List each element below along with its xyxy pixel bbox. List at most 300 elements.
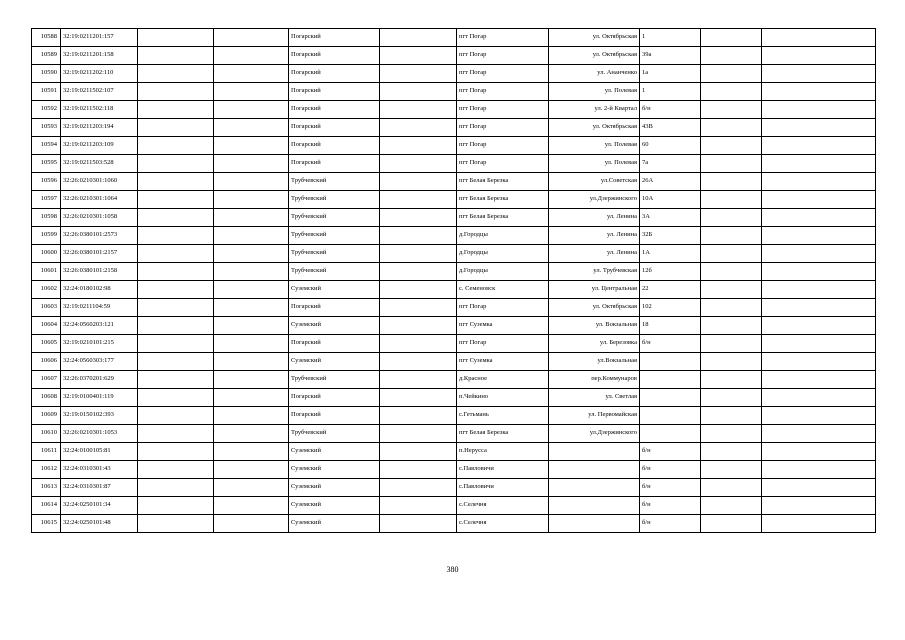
district-cell: Погарский — [289, 101, 380, 119]
row-number-cell: 10589 — [32, 47, 61, 65]
empty-cell — [138, 407, 214, 425]
house-number-cell: 22 — [640, 281, 701, 299]
settlement-cell: с.Селечня — [457, 515, 549, 533]
house-number-cell: 26А — [640, 173, 701, 191]
table-row — [32, 101, 876, 119]
empty-cell — [138, 371, 214, 389]
row-number-cell: 10605 — [32, 335, 61, 353]
empty-cell — [762, 515, 876, 533]
house-number-cell — [640, 371, 701, 389]
empty-cell — [762, 155, 876, 173]
district-cell: Трубчевский — [289, 173, 380, 191]
cadastral-number-cell: 32:24:0180102:98 — [61, 281, 138, 299]
row-number-cell: 10610 — [32, 425, 61, 443]
street-cell: ул.Вокзальная — [549, 353, 640, 371]
street-cell: ул. Ленина — [549, 245, 640, 263]
district-cell: Погарский — [289, 335, 380, 353]
empty-cell — [380, 101, 457, 119]
empty-cell — [701, 83, 762, 101]
district-cell: Погарский — [289, 155, 380, 173]
empty-cell — [138, 299, 214, 317]
district-cell: Трубчевский — [289, 263, 380, 281]
table-row — [32, 335, 876, 353]
house-number-cell: 32Б — [640, 227, 701, 245]
row-number-cell: 10614 — [32, 497, 61, 515]
empty-cell — [380, 281, 457, 299]
empty-cell — [762, 389, 876, 407]
cadastral-number-cell: 32:24:0100105:81 — [61, 443, 138, 461]
row-number-cell: 10606 — [32, 353, 61, 371]
row-number-cell: 10597 — [32, 191, 61, 209]
street-cell: ул. Октябрьская — [549, 299, 640, 317]
empty-cell — [701, 407, 762, 425]
empty-cell — [701, 443, 762, 461]
empty-cell — [762, 227, 876, 245]
house-number-cell — [640, 389, 701, 407]
street-cell: ул. Центральная — [549, 281, 640, 299]
cadastral-number-cell: 32:24:0560203:121 — [61, 317, 138, 335]
empty-cell — [138, 461, 214, 479]
row-number-cell: 10591 — [32, 83, 61, 101]
empty-cell — [214, 245, 289, 263]
cadastral-number-cell: 32:26:0210301:1058 — [61, 209, 138, 227]
table-row — [32, 389, 876, 407]
settlement-cell: д.Городцы — [457, 245, 549, 263]
row-number-cell: 10599 — [32, 227, 61, 245]
settlement-cell: с.Селечня — [457, 497, 549, 515]
empty-cell — [138, 173, 214, 191]
empty-cell — [701, 299, 762, 317]
empty-cell — [380, 515, 457, 533]
empty-cell — [762, 119, 876, 137]
row-number-cell: 10595 — [32, 155, 61, 173]
table-row — [32, 47, 876, 65]
table-row — [32, 209, 876, 227]
settlement-cell: с.Павловичи — [457, 479, 549, 497]
cadastral-number-cell: 32:26:0210301:1060 — [61, 173, 138, 191]
table-row — [32, 137, 876, 155]
empty-cell — [701, 47, 762, 65]
empty-cell — [380, 479, 457, 497]
house-number-cell: 3А — [640, 209, 701, 227]
district-cell: Суземский — [289, 317, 380, 335]
settlement-cell: п.Нерусса — [457, 443, 549, 461]
table-row — [32, 227, 876, 245]
row-number-cell: 10604 — [32, 317, 61, 335]
empty-cell — [214, 173, 289, 191]
empty-cell — [701, 497, 762, 515]
table-row — [32, 515, 876, 533]
district-cell: Трубчевский — [289, 425, 380, 443]
cadastral-number-cell: 32:19:0211104:59 — [61, 299, 138, 317]
table-row — [32, 155, 876, 173]
empty-cell — [214, 353, 289, 371]
empty-cell — [701, 173, 762, 191]
cadastral-number-cell: 32:26:0380101:2158 — [61, 263, 138, 281]
empty-cell — [138, 29, 214, 47]
empty-cell — [701, 65, 762, 83]
cadastral-number-cell: 32:24:0310301:87 — [61, 479, 138, 497]
empty-cell — [701, 425, 762, 443]
settlement-cell: д.Красное — [457, 371, 549, 389]
row-number-cell: 10609 — [32, 407, 61, 425]
empty-cell — [762, 65, 876, 83]
empty-cell — [138, 83, 214, 101]
empty-cell — [701, 353, 762, 371]
street-cell: ул. Октябрьская — [549, 29, 640, 47]
house-number-cell — [640, 353, 701, 371]
house-number-cell: б/н — [640, 443, 701, 461]
house-number-cell: 10А — [640, 191, 701, 209]
street-cell: ул.Дзержинского — [549, 425, 640, 443]
row-number-cell: 10603 — [32, 299, 61, 317]
empty-cell — [214, 119, 289, 137]
empty-cell — [762, 281, 876, 299]
cadastral-number-cell: 32:19:0100401:119 — [61, 389, 138, 407]
house-number-cell: б/н — [640, 461, 701, 479]
settlement-cell: пгт Погар — [457, 119, 549, 137]
cadastral-number-cell: 32:19:0211201:158 — [61, 47, 138, 65]
settlement-cell: пгт Белая Березка — [457, 191, 549, 209]
settlement-cell: пгт Погар — [457, 137, 549, 155]
empty-cell — [701, 281, 762, 299]
row-number-cell: 10600 — [32, 245, 61, 263]
empty-cell — [701, 263, 762, 281]
table-row — [32, 119, 876, 137]
empty-cell — [214, 371, 289, 389]
empty-cell — [214, 47, 289, 65]
empty-cell — [762, 443, 876, 461]
district-cell: Погарский — [289, 137, 380, 155]
empty-cell — [701, 479, 762, 497]
district-cell: Трубчевский — [289, 371, 380, 389]
row-number-cell: 10611 — [32, 443, 61, 461]
empty-cell — [380, 497, 457, 515]
settlement-cell: пгт Погар — [457, 29, 549, 47]
empty-cell — [138, 119, 214, 137]
empty-cell — [762, 353, 876, 371]
district-cell: Погарский — [289, 29, 380, 47]
settlement-cell: пгт Погар — [457, 335, 549, 353]
empty-cell — [214, 137, 289, 155]
district-cell: Суземский — [289, 479, 380, 497]
empty-cell — [138, 245, 214, 263]
settlement-cell: пгт Суземка — [457, 353, 549, 371]
row-number-cell: 10602 — [32, 281, 61, 299]
empty-cell — [214, 389, 289, 407]
empty-cell — [138, 227, 214, 245]
street-cell: ул. Полевая — [549, 83, 640, 101]
empty-cell — [138, 317, 214, 335]
empty-cell — [701, 155, 762, 173]
table-row — [32, 425, 876, 443]
empty-cell — [380, 353, 457, 371]
table-row — [32, 461, 876, 479]
empty-cell — [701, 29, 762, 47]
settlement-cell: с.Павловичи — [457, 461, 549, 479]
empty-cell — [380, 173, 457, 191]
empty-cell — [701, 209, 762, 227]
street-cell: ул. Ленина — [549, 227, 640, 245]
empty-cell — [701, 317, 762, 335]
house-number-cell: 1А — [640, 245, 701, 263]
empty-cell — [380, 47, 457, 65]
row-number-cell: 10592 — [32, 101, 61, 119]
settlement-cell: пгт Погар — [457, 299, 549, 317]
empty-cell — [380, 263, 457, 281]
district-cell: Погарский — [289, 389, 380, 407]
street-cell — [549, 443, 640, 461]
empty-cell — [380, 407, 457, 425]
district-cell: Погарский — [289, 407, 380, 425]
street-cell — [549, 461, 640, 479]
empty-cell — [138, 515, 214, 533]
settlement-cell: пгт Погар — [457, 83, 549, 101]
empty-cell — [380, 227, 457, 245]
street-cell: ул. Березовка — [549, 335, 640, 353]
table-row — [32, 299, 876, 317]
cadastral-number-cell: 32:19:0211202:110 — [61, 65, 138, 83]
district-cell: Трубчевский — [289, 227, 380, 245]
empty-cell — [214, 101, 289, 119]
table-row — [32, 479, 876, 497]
street-cell: ул. Полевая — [549, 137, 640, 155]
empty-cell — [214, 299, 289, 317]
cadastral-number-cell: 32:19:0211201:157 — [61, 29, 138, 47]
street-cell: ул. Октябрьская — [549, 119, 640, 137]
empty-cell — [762, 29, 876, 47]
street-cell: ул. Октябрьская — [549, 47, 640, 65]
house-number-cell: 18 — [640, 317, 701, 335]
empty-cell — [214, 29, 289, 47]
empty-cell — [380, 389, 457, 407]
empty-cell — [138, 389, 214, 407]
settlement-cell: пгт Погар — [457, 155, 549, 173]
empty-cell — [701, 461, 762, 479]
settlement-cell: с.Гетьмань — [457, 407, 549, 425]
empty-cell — [701, 101, 762, 119]
settlement-cell: д.Городцы — [457, 227, 549, 245]
empty-cell — [380, 245, 457, 263]
table-row — [32, 65, 876, 83]
street-cell: ул. 2-й Квартал — [549, 101, 640, 119]
cadastral-number-cell: 32:26:0380101:2573 — [61, 227, 138, 245]
row-number-cell: 10588 — [32, 29, 61, 47]
street-cell — [549, 515, 640, 533]
empty-cell — [380, 137, 457, 155]
district-cell: Погарский — [289, 83, 380, 101]
street-cell: ул. Полевая — [549, 155, 640, 173]
empty-cell — [762, 191, 876, 209]
empty-cell — [701, 191, 762, 209]
row-number-cell: 10590 — [32, 65, 61, 83]
empty-cell — [380, 191, 457, 209]
empty-cell — [380, 461, 457, 479]
row-number-cell: 10598 — [32, 209, 61, 227]
table-row — [32, 497, 876, 515]
district-cell: Погарский — [289, 119, 380, 137]
settlement-cell: д.Городцы — [457, 263, 549, 281]
empty-cell — [762, 335, 876, 353]
empty-cell — [138, 353, 214, 371]
empty-cell — [762, 461, 876, 479]
table-row — [32, 173, 876, 191]
cadastral-number-cell: 32:19:0211502:107 — [61, 83, 138, 101]
empty-cell — [762, 299, 876, 317]
empty-cell — [380, 65, 457, 83]
empty-cell — [214, 281, 289, 299]
empty-cell — [214, 209, 289, 227]
row-number-cell: 10596 — [32, 173, 61, 191]
street-cell: ул. Светлая — [549, 389, 640, 407]
district-cell: Суземский — [289, 281, 380, 299]
cadastral-number-cell: 32:26:0210301:1053 — [61, 425, 138, 443]
street-cell: ул.Советская — [549, 173, 640, 191]
row-number-cell: 10612 — [32, 461, 61, 479]
empty-cell — [214, 227, 289, 245]
empty-cell — [380, 443, 457, 461]
house-number-cell — [640, 425, 701, 443]
district-cell: Погарский — [289, 47, 380, 65]
empty-cell — [138, 425, 214, 443]
empty-cell — [380, 209, 457, 227]
empty-cell — [138, 191, 214, 209]
empty-cell — [701, 515, 762, 533]
empty-cell — [701, 245, 762, 263]
empty-cell — [214, 407, 289, 425]
empty-cell — [762, 47, 876, 65]
settlement-cell: пгт Суземка — [457, 317, 549, 335]
empty-cell — [214, 83, 289, 101]
empty-cell — [138, 155, 214, 173]
house-number-cell: 12б — [640, 263, 701, 281]
house-number-cell: б/н — [640, 497, 701, 515]
street-cell — [549, 479, 640, 497]
street-cell: ул. Первомайская — [549, 407, 640, 425]
cadastral-number-cell: 32:26:0380101:2157 — [61, 245, 138, 263]
settlement-cell: пгт Погар — [457, 47, 549, 65]
house-number-cell: 102 — [640, 299, 701, 317]
row-number-cell: 10594 — [32, 137, 61, 155]
empty-cell — [701, 137, 762, 155]
house-number-cell: 39а — [640, 47, 701, 65]
empty-cell — [701, 119, 762, 137]
row-number-cell: 10601 — [32, 263, 61, 281]
empty-cell — [138, 443, 214, 461]
house-number-cell: 1 — [640, 83, 701, 101]
empty-cell — [214, 65, 289, 83]
empty-cell — [380, 371, 457, 389]
house-number-cell: 43В — [640, 119, 701, 137]
empty-cell — [138, 281, 214, 299]
district-cell: Трубчевский — [289, 245, 380, 263]
empty-cell — [762, 407, 876, 425]
cadastral-number-cell: 32:19:0211502:118 — [61, 101, 138, 119]
house-number-cell: 7а — [640, 155, 701, 173]
cadastral-number-cell: 32:19:0211503:528 — [61, 155, 138, 173]
house-number-cell: б/н — [640, 479, 701, 497]
empty-cell — [138, 335, 214, 353]
empty-cell — [762, 497, 876, 515]
street-cell: ул. Ленина — [549, 209, 640, 227]
empty-cell — [214, 155, 289, 173]
row-number-cell: 10613 — [32, 479, 61, 497]
settlement-cell: пгт Белая Березка — [457, 425, 549, 443]
table-row — [32, 443, 876, 461]
cadastral-number-cell: 32:24:0560303:177 — [61, 353, 138, 371]
empty-cell — [138, 479, 214, 497]
cadastral-number-cell: 32:24:0310301:43 — [61, 461, 138, 479]
empty-cell — [214, 515, 289, 533]
empty-cell — [762, 245, 876, 263]
row-number-cell: 10607 — [32, 371, 61, 389]
settlement-cell: пгт Белая Березка — [457, 209, 549, 227]
street-cell: ул. Вокзальная — [549, 317, 640, 335]
table-body — [32, 29, 876, 533]
cadastral-number-cell: 32:19:0210101:215 — [61, 335, 138, 353]
empty-cell — [138, 209, 214, 227]
house-number-cell — [640, 407, 701, 425]
empty-cell — [380, 119, 457, 137]
settlement-cell: пгт Белая Березка — [457, 173, 549, 191]
row-number-cell: 10593 — [32, 119, 61, 137]
district-cell: Трубчевский — [289, 209, 380, 227]
table-row — [32, 263, 876, 281]
house-number-cell: б/н — [640, 101, 701, 119]
street-cell: ул. Трубчевская — [549, 263, 640, 281]
empty-cell — [138, 65, 214, 83]
table-row — [32, 83, 876, 101]
cadastral-number-cell: 32:19:0150102:393 — [61, 407, 138, 425]
street-cell — [549, 497, 640, 515]
house-number-cell: б/н — [640, 335, 701, 353]
row-number-cell: 10608 — [32, 389, 61, 407]
empty-cell — [138, 263, 214, 281]
empty-cell — [138, 497, 214, 515]
table-row — [32, 29, 876, 47]
registry-table — [31, 28, 876, 533]
empty-cell — [380, 335, 457, 353]
empty-cell — [214, 335, 289, 353]
empty-cell — [701, 371, 762, 389]
empty-cell — [380, 317, 457, 335]
district-cell: Суземский — [289, 461, 380, 479]
district-cell: Погарский — [289, 65, 380, 83]
cadastral-number-cell: 32:24:0250101:34 — [61, 497, 138, 515]
table-row — [32, 245, 876, 263]
street-cell: ул.Дзержинского — [549, 191, 640, 209]
settlement-cell: с. Семеновск — [457, 281, 549, 299]
district-cell: Суземский — [289, 497, 380, 515]
house-number-cell: 1 — [640, 29, 701, 47]
row-number-cell: 10615 — [32, 515, 61, 533]
empty-cell — [762, 173, 876, 191]
page-number: 380 — [446, 565, 459, 574]
empty-cell — [762, 83, 876, 101]
house-number-cell: 1а — [640, 65, 701, 83]
settlement-cell: пгт Погар — [457, 101, 549, 119]
empty-cell — [214, 317, 289, 335]
table-row — [32, 353, 876, 371]
cadastral-number-cell: 32:24:0250101:48 — [61, 515, 138, 533]
table-row — [32, 371, 876, 389]
empty-cell — [762, 479, 876, 497]
district-cell: Трубчевский — [289, 191, 380, 209]
street-cell: пер.Коммунаров — [549, 371, 640, 389]
district-cell: Погарский — [289, 299, 380, 317]
settlement-cell: пгт Погар — [457, 65, 549, 83]
cadastral-number-cell: 32:19:0211203:194 — [61, 119, 138, 137]
